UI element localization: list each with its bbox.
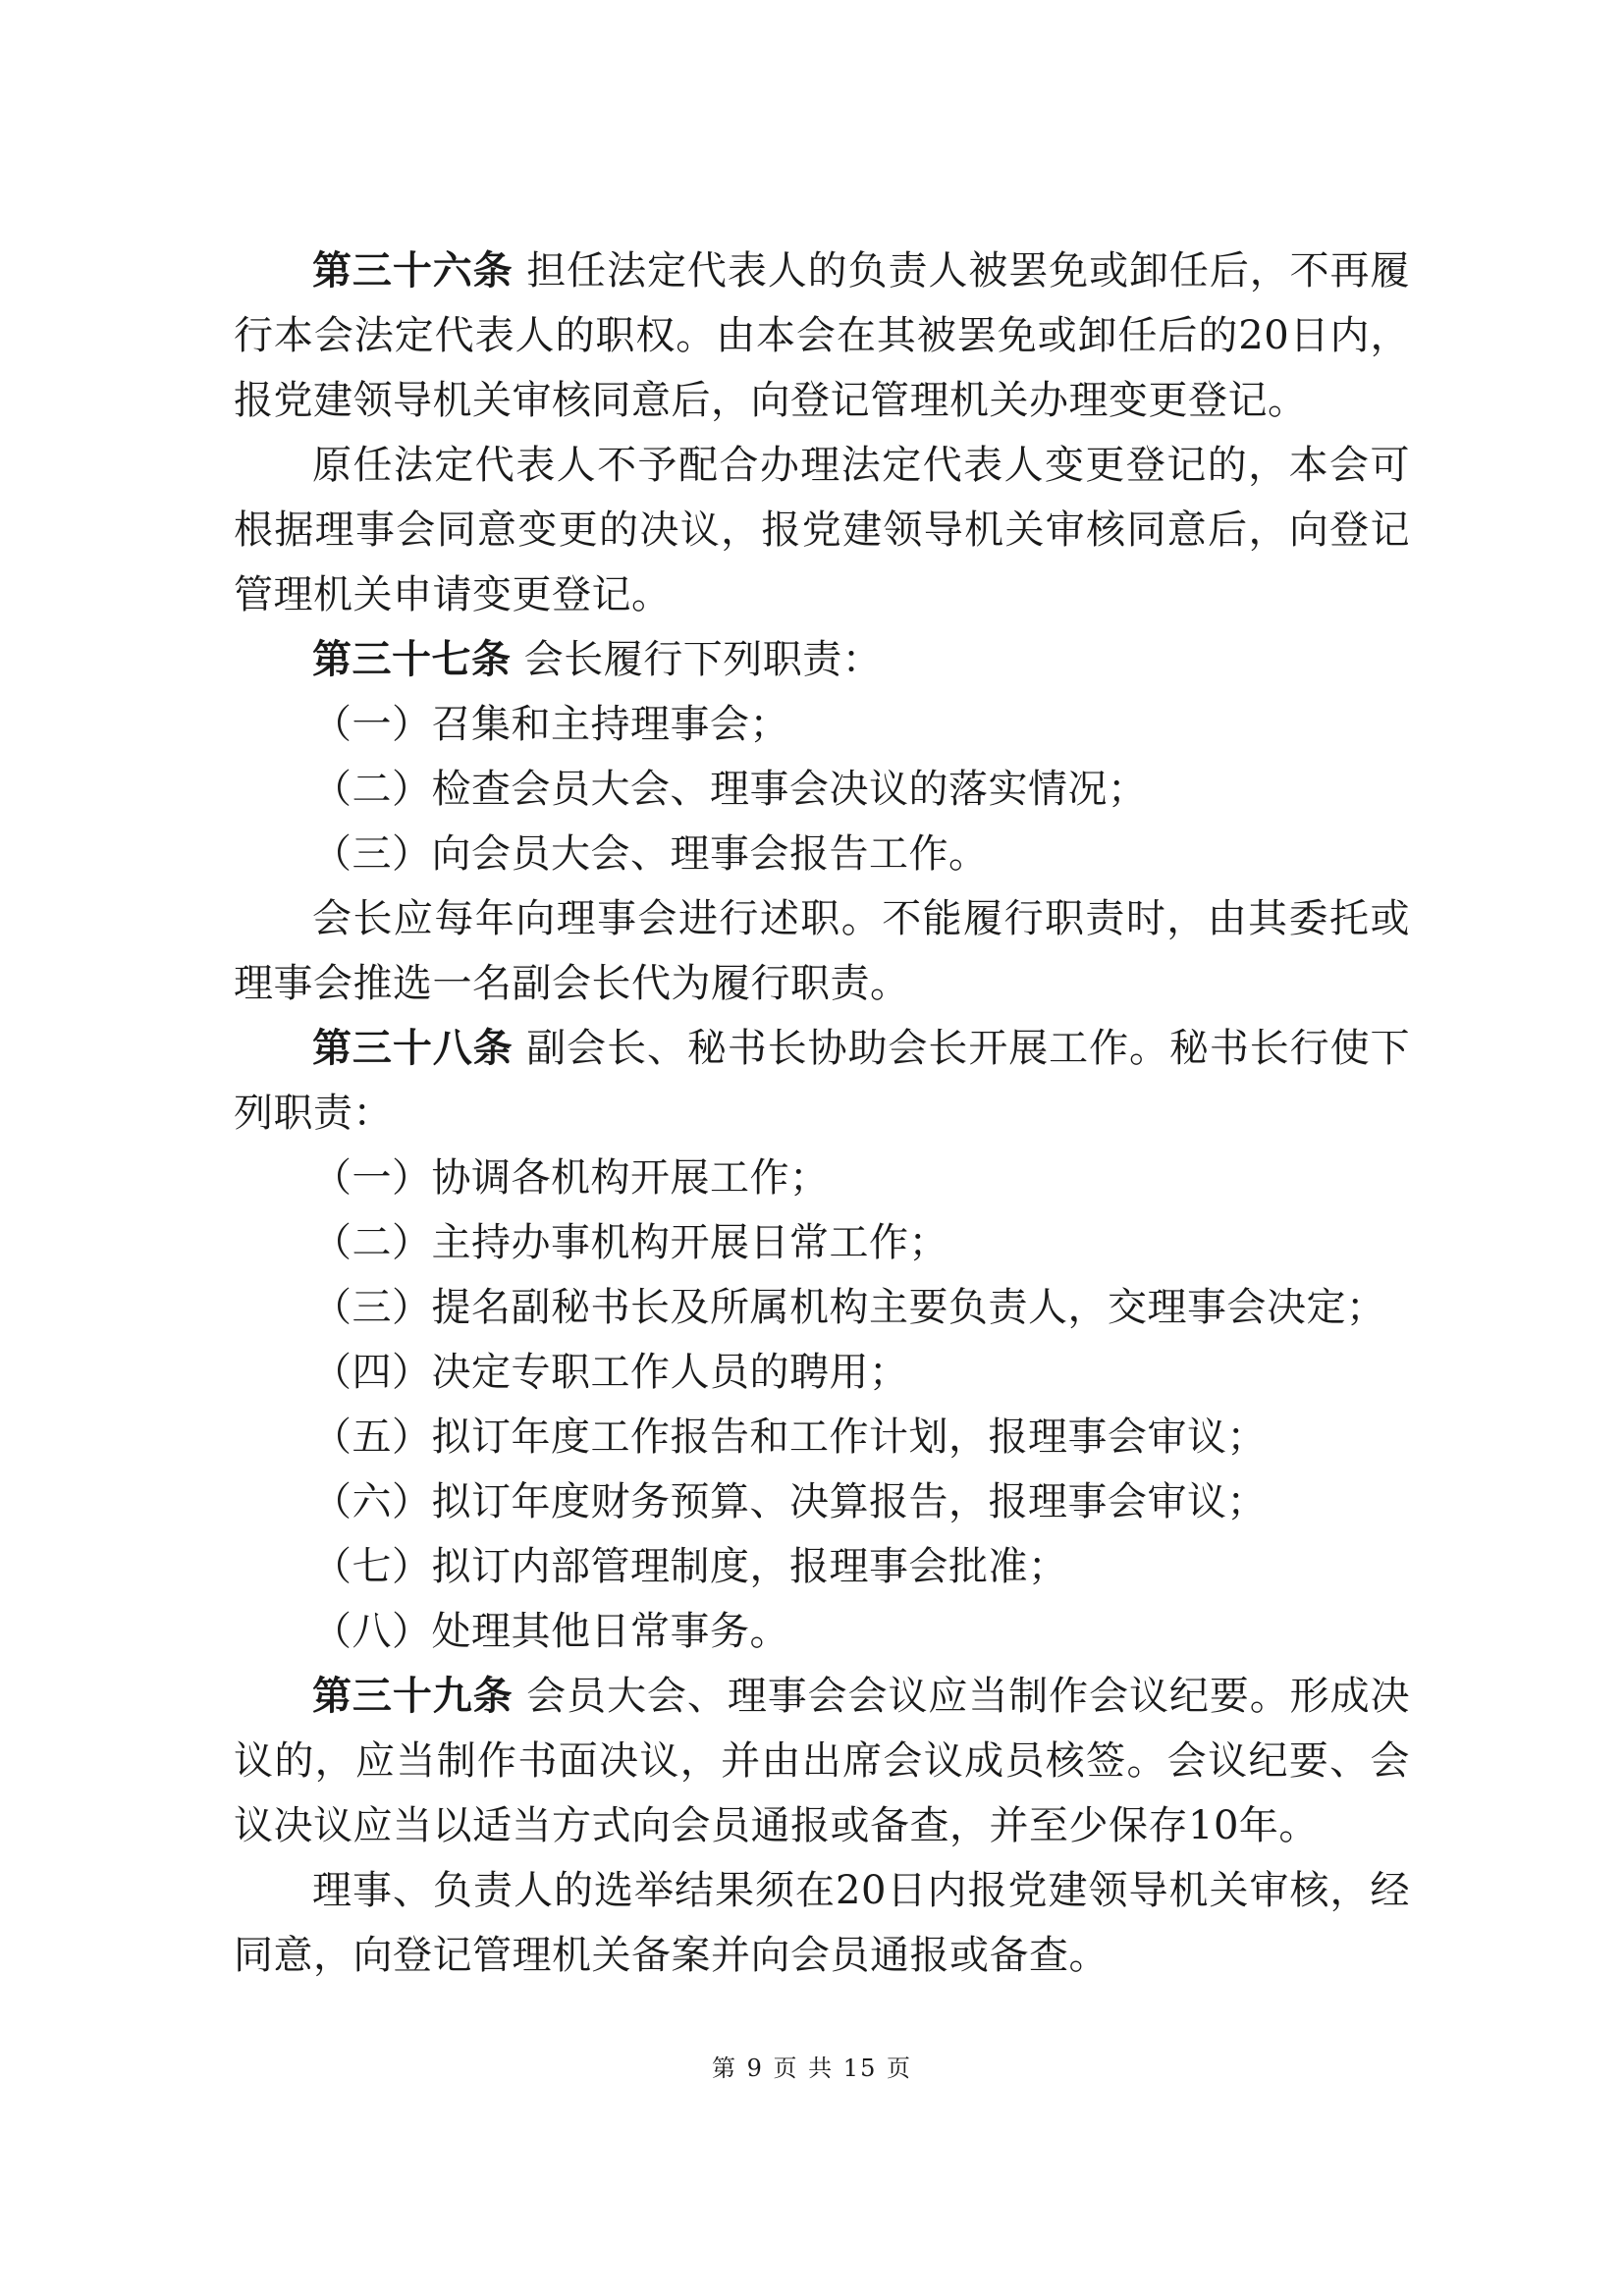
article-38-item: （一）协调各机构开展工作； [312, 1155, 830, 1201]
page-number-footer: 第 9 页 共 15 页 [712, 2055, 912, 2082]
article-38-item: （五）拟订年度工作报告和工作计划，报理事会审议； [312, 1415, 1267, 1460]
article-36-heading: 第三十六条 [312, 247, 514, 294]
article-37-text: 会长履行下列职责： [523, 637, 883, 682]
article-38-item: （二）主持办事机构开展日常工作； [312, 1220, 948, 1265]
article-37-item: （三）向会员大会、理事会报告工作。 [312, 831, 989, 877]
article-38-item: （八）处理其他日常事务。 [312, 1609, 789, 1654]
article-39-paragraph-2: 理事、负责人的选举结果须在20日内报党建领导机关审核，经同意，向登记管理机关备案并向会员通报或备查。 [234, 1868, 1410, 1978]
article-38-paragraph [234, 1016, 1410, 1146]
article-36-paragraph-2: 原任法定代表人不予配合办理法定代表人变更登记的，本会可根据理事会同意变更的决议，报党建领导机关审核同意后，向登记管理机关申请变更登记。 [234, 443, 1410, 617]
article-36-paragraph [234, 239, 1410, 433]
article-38-item: （三）提名副秘书长及所属机构主要负责人，交理事会决定； [312, 1285, 1386, 1330]
article-36-text: 担任法定代表人的负责人被罢免或卸任后，不再履行本会法定代表人的职权。由本会在其被罢免或卸任后的20日内，报党建领导机关审核同意后，向登记管理机关办理变更登记。 [234, 248, 1411, 423]
article-37-paragraph-2: 会长应每年向理事会进行述职。不能履行职责时，由其委托或理事会推选一名副会长代为履行职责。 [234, 896, 1410, 1006]
article-37-item: （二）检查会员大会、理事会决议的落实情况； [312, 767, 1148, 812]
article-39-paragraph [234, 1664, 1410, 1858]
article-39-text: 会员大会、理事会会议应当制作会议纪要。形成决议的，应当制作书面决议，并由出席会议成员核签。会议纪要、会议决议应当以适当方式向会员通报或备查，并至少保存10年。 [234, 1674, 1411, 1848]
article-39-heading: 第三十九条 [312, 1673, 514, 1719]
article-37-item: （一）召集和主持理事会； [312, 702, 789, 747]
article-38-heading: 第三十八条 [312, 1025, 514, 1071]
article-38-item: （四）决定专职工作人员的聘用； [312, 1350, 909, 1395]
article-37-paragraph [234, 627, 1410, 692]
article-38-item: （七）拟订内部管理制度，报理事会批准； [312, 1544, 1068, 1589]
article-38-text: 副会长、秘书长协助会长开展工作。秘书长行使下列职责： [234, 1026, 1411, 1136]
article-38-item: （六）拟订年度财务预算、决算报告，报理事会审议； [312, 1479, 1267, 1524]
document-body [234, 239, 1410, 1988]
article-37-heading: 第三十七条 [312, 636, 512, 682]
